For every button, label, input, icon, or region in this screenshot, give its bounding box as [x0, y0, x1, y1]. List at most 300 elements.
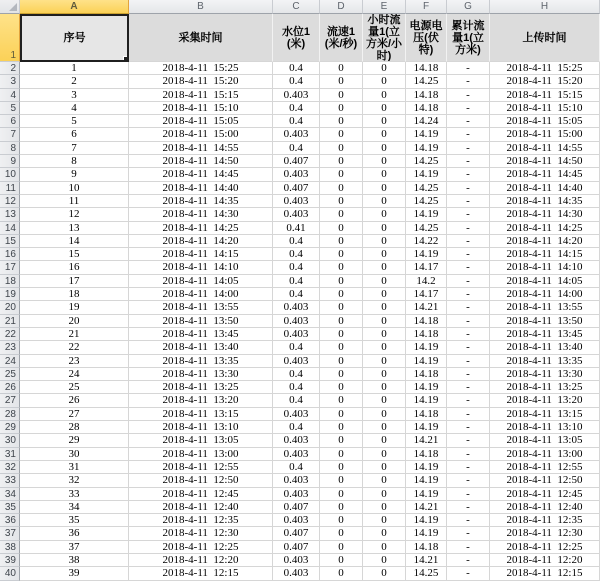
cell-B37[interactable]: 2018-4-11 12:30	[129, 527, 273, 540]
cell-H5[interactable]: 2018-4-11 15:10	[490, 102, 600, 115]
cell-E15[interactable]: 0	[363, 235, 406, 248]
cell-A27[interactable]: 26	[20, 394, 129, 407]
row-header-10[interactable]: 10	[0, 168, 20, 181]
cell-D14[interactable]: 0	[320, 222, 363, 235]
cell-C21[interactable]: 0.403	[273, 315, 320, 328]
cell-E26[interactable]: 0	[363, 381, 406, 394]
cell-F15[interactable]: 14.22	[406, 235, 447, 248]
cell-E20[interactable]: 0	[363, 301, 406, 314]
cell-A17[interactable]: 16	[20, 261, 129, 274]
cell-E16[interactable]: 0	[363, 248, 406, 261]
row-header-38[interactable]: 38	[0, 541, 20, 554]
cell-F38[interactable]: 14.18	[406, 541, 447, 554]
cell-E10[interactable]: 0	[363, 168, 406, 181]
cell-H15[interactable]: 2018-4-11 14:20	[490, 235, 600, 248]
cell-A34[interactable]: 33	[20, 488, 129, 501]
cell-F4[interactable]: 14.18	[406, 89, 447, 102]
cell-E4[interactable]: 0	[363, 89, 406, 102]
cell-G15[interactable]: -	[447, 235, 490, 248]
cell-C1[interactable]: 水位1(米)	[273, 14, 320, 62]
cell-G27[interactable]: -	[447, 394, 490, 407]
cell-E1[interactable]: 小时流量1(立方米/小时)	[363, 14, 406, 62]
row-header-17[interactable]: 17	[0, 261, 20, 274]
row-header-2[interactable]: 2	[0, 62, 20, 75]
cell-H11[interactable]: 2018-4-11 14:40	[490, 182, 600, 195]
cell-G23[interactable]: -	[447, 341, 490, 354]
cell-A39[interactable]: 38	[20, 554, 129, 567]
cell-G32[interactable]: -	[447, 461, 490, 474]
cell-H19[interactable]: 2018-4-11 14:00	[490, 288, 600, 301]
cell-C3[interactable]: 0.4	[273, 75, 320, 88]
cell-D6[interactable]: 0	[320, 115, 363, 128]
cell-B2[interactable]: 2018-4-11 15:25	[129, 62, 273, 75]
cell-A23[interactable]: 22	[20, 341, 129, 354]
row-header-12[interactable]: 12	[0, 195, 20, 208]
cell-G34[interactable]: -	[447, 488, 490, 501]
cell-E39[interactable]: 0	[363, 554, 406, 567]
cell-A24[interactable]: 23	[20, 355, 129, 368]
cell-H21[interactable]: 2018-4-11 13:50	[490, 315, 600, 328]
cell-H32[interactable]: 2018-4-11 12:55	[490, 461, 600, 474]
cell-G16[interactable]: -	[447, 248, 490, 261]
cell-G11[interactable]: -	[447, 182, 490, 195]
cell-B11[interactable]: 2018-4-11 14:40	[129, 182, 273, 195]
cell-F19[interactable]: 14.17	[406, 288, 447, 301]
row-header-24[interactable]: 24	[0, 355, 20, 368]
cell-D16[interactable]: 0	[320, 248, 363, 261]
cell-D30[interactable]: 0	[320, 434, 363, 447]
cell-A16[interactable]: 15	[20, 248, 129, 261]
row-header-37[interactable]: 37	[0, 527, 20, 540]
cell-D9[interactable]: 0	[320, 155, 363, 168]
cell-H27[interactable]: 2018-4-11 13:20	[490, 394, 600, 407]
cell-E14[interactable]: 0	[363, 222, 406, 235]
cell-A3[interactable]: 2	[20, 75, 129, 88]
cell-H20[interactable]: 2018-4-11 13:55	[490, 301, 600, 314]
cell-F2[interactable]: 14.18	[406, 62, 447, 75]
cell-C33[interactable]: 0.403	[273, 474, 320, 487]
cell-C10[interactable]: 0.403	[273, 168, 320, 181]
cell-G40[interactable]: -	[447, 567, 490, 580]
cell-H3[interactable]: 2018-4-11 15:20	[490, 75, 600, 88]
cell-B1[interactable]: 采集时间	[129, 14, 273, 62]
row-header-20[interactable]: 20	[0, 301, 20, 314]
cell-G39[interactable]: -	[447, 554, 490, 567]
cell-B18[interactable]: 2018-4-11 14:05	[129, 275, 273, 288]
cell-D36[interactable]: 0	[320, 514, 363, 527]
cell-B29[interactable]: 2018-4-11 13:10	[129, 421, 273, 434]
cell-E21[interactable]: 0	[363, 315, 406, 328]
cell-A28[interactable]: 27	[20, 408, 129, 421]
cell-H33[interactable]: 2018-4-11 12:50	[490, 474, 600, 487]
cell-A19[interactable]: 18	[20, 288, 129, 301]
cell-H35[interactable]: 2018-4-11 12:40	[490, 501, 600, 514]
cell-C8[interactable]: 0.4	[273, 142, 320, 155]
row-header-21[interactable]: 21	[0, 315, 20, 328]
cell-F12[interactable]: 14.25	[406, 195, 447, 208]
cell-H23[interactable]: 2018-4-11 13:40	[490, 341, 600, 354]
cell-F1[interactable]: 电源电压(伏特)	[406, 14, 447, 62]
cell-D29[interactable]: 0	[320, 421, 363, 434]
row-header-4[interactable]: 4	[0, 89, 20, 102]
column-header-F[interactable]: F	[406, 0, 447, 14]
column-header-C[interactable]: C	[273, 0, 320, 14]
cell-C6[interactable]: 0.4	[273, 115, 320, 128]
cell-H31[interactable]: 2018-4-11 13:00	[490, 448, 600, 461]
cell-A4[interactable]: 3	[20, 89, 129, 102]
cell-B31[interactable]: 2018-4-11 13:00	[129, 448, 273, 461]
cell-H25[interactable]: 2018-4-11 13:30	[490, 368, 600, 381]
cell-B21[interactable]: 2018-4-11 13:50	[129, 315, 273, 328]
cell-E5[interactable]: 0	[363, 102, 406, 115]
cell-D19[interactable]: 0	[320, 288, 363, 301]
cell-G13[interactable]: -	[447, 208, 490, 221]
row-header-19[interactable]: 19	[0, 288, 20, 301]
cell-B15[interactable]: 2018-4-11 14:20	[129, 235, 273, 248]
cell-D23[interactable]: 0	[320, 341, 363, 354]
cell-G8[interactable]: -	[447, 142, 490, 155]
cell-A7[interactable]: 6	[20, 128, 129, 141]
row-header-25[interactable]: 25	[0, 368, 20, 381]
cell-C27[interactable]: 0.4	[273, 394, 320, 407]
cell-D22[interactable]: 0	[320, 328, 363, 341]
cell-C4[interactable]: 0.403	[273, 89, 320, 102]
row-header-36[interactable]: 36	[0, 514, 20, 527]
cell-A14[interactable]: 13	[20, 222, 129, 235]
cell-B25[interactable]: 2018-4-11 13:30	[129, 368, 273, 381]
cell-B6[interactable]: 2018-4-11 15:05	[129, 115, 273, 128]
cell-C11[interactable]: 0.407	[273, 182, 320, 195]
cell-H39[interactable]: 2018-4-11 12:20	[490, 554, 600, 567]
cell-H37[interactable]: 2018-4-11 12:30	[490, 527, 600, 540]
cell-E25[interactable]: 0	[363, 368, 406, 381]
cell-H17[interactable]: 2018-4-11 14:10	[490, 261, 600, 274]
cell-E18[interactable]: 0	[363, 275, 406, 288]
cell-G6[interactable]: -	[447, 115, 490, 128]
cell-D37[interactable]: 0	[320, 527, 363, 540]
cell-C17[interactable]: 0.4	[273, 261, 320, 274]
cell-G21[interactable]: -	[447, 315, 490, 328]
cell-A20[interactable]: 19	[20, 301, 129, 314]
cell-A2[interactable]: 1	[20, 62, 129, 75]
cell-E17[interactable]: 0	[363, 261, 406, 274]
cell-F16[interactable]: 14.19	[406, 248, 447, 261]
cell-E32[interactable]: 0	[363, 461, 406, 474]
cell-C20[interactable]: 0.403	[273, 301, 320, 314]
cell-G14[interactable]: -	[447, 222, 490, 235]
cell-B35[interactable]: 2018-4-11 12:40	[129, 501, 273, 514]
cell-E9[interactable]: 0	[363, 155, 406, 168]
cell-C34[interactable]: 0.403	[273, 488, 320, 501]
cell-A12[interactable]: 11	[20, 195, 129, 208]
cell-C22[interactable]: 0.403	[273, 328, 320, 341]
cell-G5[interactable]: -	[447, 102, 490, 115]
cell-D5[interactable]: 0	[320, 102, 363, 115]
cell-F28[interactable]: 14.18	[406, 408, 447, 421]
cell-F33[interactable]: 14.19	[406, 474, 447, 487]
cell-A29[interactable]: 28	[20, 421, 129, 434]
cell-D3[interactable]: 0	[320, 75, 363, 88]
cell-B32[interactable]: 2018-4-11 12:55	[129, 461, 273, 474]
cell-E30[interactable]: 0	[363, 434, 406, 447]
cell-F26[interactable]: 14.19	[406, 381, 447, 394]
cell-C12[interactable]: 0.403	[273, 195, 320, 208]
cell-E40[interactable]: 0	[363, 567, 406, 580]
cell-H34[interactable]: 2018-4-11 12:45	[490, 488, 600, 501]
row-header-23[interactable]: 23	[0, 341, 20, 354]
cell-C31[interactable]: 0.403	[273, 448, 320, 461]
cell-D18[interactable]: 0	[320, 275, 363, 288]
cell-B39[interactable]: 2018-4-11 12:20	[129, 554, 273, 567]
cell-F37[interactable]: 14.19	[406, 527, 447, 540]
cell-E22[interactable]: 0	[363, 328, 406, 341]
cell-D28[interactable]: 0	[320, 408, 363, 421]
cell-B8[interactable]: 2018-4-11 14:55	[129, 142, 273, 155]
cell-G30[interactable]: -	[447, 434, 490, 447]
row-header-34[interactable]: 34	[0, 488, 20, 501]
cell-D27[interactable]: 0	[320, 394, 363, 407]
cell-F35[interactable]: 14.21	[406, 501, 447, 514]
cell-E34[interactable]: 0	[363, 488, 406, 501]
cell-G7[interactable]: -	[447, 128, 490, 141]
cell-B16[interactable]: 2018-4-11 14:15	[129, 248, 273, 261]
cell-C7[interactable]: 0.403	[273, 128, 320, 141]
cell-H18[interactable]: 2018-4-11 14:05	[490, 275, 600, 288]
cell-G33[interactable]: -	[447, 474, 490, 487]
row-header-39[interactable]: 39	[0, 554, 20, 567]
cell-E31[interactable]: 0	[363, 448, 406, 461]
cell-D17[interactable]: 0	[320, 261, 363, 274]
cell-G3[interactable]: -	[447, 75, 490, 88]
cell-E28[interactable]: 0	[363, 408, 406, 421]
cell-C28[interactable]: 0.403	[273, 408, 320, 421]
cell-B26[interactable]: 2018-4-11 13:25	[129, 381, 273, 394]
cell-G17[interactable]: -	[447, 261, 490, 274]
cell-F39[interactable]: 14.21	[406, 554, 447, 567]
cell-B24[interactable]: 2018-4-11 13:35	[129, 355, 273, 368]
cell-B5[interactable]: 2018-4-11 15:10	[129, 102, 273, 115]
cell-A32[interactable]: 31	[20, 461, 129, 474]
cell-F3[interactable]: 14.25	[406, 75, 447, 88]
cell-A6[interactable]: 5	[20, 115, 129, 128]
cell-H26[interactable]: 2018-4-11 13:25	[490, 381, 600, 394]
cell-F9[interactable]: 14.25	[406, 155, 447, 168]
cell-G36[interactable]: -	[447, 514, 490, 527]
cell-E19[interactable]: 0	[363, 288, 406, 301]
cell-H8[interactable]: 2018-4-11 14:55	[490, 142, 600, 155]
cell-G22[interactable]: -	[447, 328, 490, 341]
cell-A37[interactable]: 36	[20, 527, 129, 540]
cell-A8[interactable]: 7	[20, 142, 129, 155]
cell-G10[interactable]: -	[447, 168, 490, 181]
cell-E36[interactable]: 0	[363, 514, 406, 527]
cell-F25[interactable]: 14.18	[406, 368, 447, 381]
cell-D1[interactable]: 流速1(米/秒)	[320, 14, 363, 62]
cell-B30[interactable]: 2018-4-11 13:05	[129, 434, 273, 447]
row-header-26[interactable]: 26	[0, 381, 20, 394]
cell-B28[interactable]: 2018-4-11 13:15	[129, 408, 273, 421]
cell-B40[interactable]: 2018-4-11 12:15	[129, 567, 273, 580]
cell-B4[interactable]: 2018-4-11 15:15	[129, 89, 273, 102]
cell-A40[interactable]: 39	[20, 567, 129, 580]
cell-D8[interactable]: 0	[320, 142, 363, 155]
cell-A10[interactable]: 9	[20, 168, 129, 181]
cell-E12[interactable]: 0	[363, 195, 406, 208]
cell-D20[interactable]: 0	[320, 301, 363, 314]
cell-C35[interactable]: 0.407	[273, 501, 320, 514]
cell-F17[interactable]: 14.17	[406, 261, 447, 274]
cell-B20[interactable]: 2018-4-11 13:55	[129, 301, 273, 314]
cell-A25[interactable]: 24	[20, 368, 129, 381]
cell-C2[interactable]: 0.4	[273, 62, 320, 75]
cell-C29[interactable]: 0.4	[273, 421, 320, 434]
cell-G38[interactable]: -	[447, 541, 490, 554]
cell-D10[interactable]: 0	[320, 168, 363, 181]
column-header-D[interactable]: D	[320, 0, 363, 14]
cell-C19[interactable]: 0.4	[273, 288, 320, 301]
cell-H30[interactable]: 2018-4-11 13:05	[490, 434, 600, 447]
cell-C36[interactable]: 0.403	[273, 514, 320, 527]
cell-D34[interactable]: 0	[320, 488, 363, 501]
cell-A1[interactable]: 序号	[20, 14, 129, 62]
cell-F32[interactable]: 14.19	[406, 461, 447, 474]
row-header-7[interactable]: 7	[0, 128, 20, 141]
cell-H9[interactable]: 2018-4-11 14:50	[490, 155, 600, 168]
cell-D4[interactable]: 0	[320, 89, 363, 102]
column-header-A[interactable]: A	[20, 0, 129, 14]
row-header-30[interactable]: 30	[0, 434, 20, 447]
cell-A9[interactable]: 8	[20, 155, 129, 168]
cell-A5[interactable]: 4	[20, 102, 129, 115]
cell-B33[interactable]: 2018-4-11 12:50	[129, 474, 273, 487]
cell-C14[interactable]: 0.41	[273, 222, 320, 235]
cell-D26[interactable]: 0	[320, 381, 363, 394]
cell-A21[interactable]: 20	[20, 315, 129, 328]
cell-F10[interactable]: 14.19	[406, 168, 447, 181]
cell-G37[interactable]: -	[447, 527, 490, 540]
cell-C23[interactable]: 0.4	[273, 341, 320, 354]
cell-F29[interactable]: 14.19	[406, 421, 447, 434]
row-header-32[interactable]: 32	[0, 461, 20, 474]
cell-D32[interactable]: 0	[320, 461, 363, 474]
column-header-G[interactable]: G	[447, 0, 490, 14]
cell-C30[interactable]: 0.403	[273, 434, 320, 447]
cell-E8[interactable]: 0	[363, 142, 406, 155]
cell-B34[interactable]: 2018-4-11 12:45	[129, 488, 273, 501]
cell-A15[interactable]: 14	[20, 235, 129, 248]
cell-G2[interactable]: -	[447, 62, 490, 75]
cell-F24[interactable]: 14.19	[406, 355, 447, 368]
row-header-15[interactable]: 15	[0, 235, 20, 248]
cell-H7[interactable]: 2018-4-11 15:00	[490, 128, 600, 141]
cell-F18[interactable]: 14.2	[406, 275, 447, 288]
cell-B13[interactable]: 2018-4-11 14:30	[129, 208, 273, 221]
row-header-8[interactable]: 8	[0, 142, 20, 155]
cell-B38[interactable]: 2018-4-11 12:25	[129, 541, 273, 554]
cell-G24[interactable]: -	[447, 355, 490, 368]
cell-G25[interactable]: -	[447, 368, 490, 381]
cell-F31[interactable]: 14.18	[406, 448, 447, 461]
cell-B10[interactable]: 2018-4-11 14:45	[129, 168, 273, 181]
cell-C5[interactable]: 0.4	[273, 102, 320, 115]
cell-F5[interactable]: 14.18	[406, 102, 447, 115]
cell-E3[interactable]: 0	[363, 75, 406, 88]
cell-H13[interactable]: 2018-4-11 14:30	[490, 208, 600, 221]
row-header-27[interactable]: 27	[0, 394, 20, 407]
cell-H12[interactable]: 2018-4-11 14:35	[490, 195, 600, 208]
cell-C18[interactable]: 0.4	[273, 275, 320, 288]
cell-B3[interactable]: 2018-4-11 15:20	[129, 75, 273, 88]
cell-A31[interactable]: 30	[20, 448, 129, 461]
row-header-11[interactable]: 11	[0, 182, 20, 195]
cell-A30[interactable]: 29	[20, 434, 129, 447]
cell-H1[interactable]: 上传时间	[490, 14, 600, 62]
cell-F6[interactable]: 14.24	[406, 115, 447, 128]
row-header-16[interactable]: 16	[0, 248, 20, 261]
row-header-5[interactable]: 5	[0, 102, 20, 115]
cell-F20[interactable]: 14.21	[406, 301, 447, 314]
cell-D35[interactable]: 0	[320, 501, 363, 514]
cell-D7[interactable]: 0	[320, 128, 363, 141]
cell-B17[interactable]: 2018-4-11 14:10	[129, 261, 273, 274]
cell-G31[interactable]: -	[447, 448, 490, 461]
cell-A26[interactable]: 25	[20, 381, 129, 394]
row-header-1[interactable]: 1	[0, 14, 20, 62]
row-header-28[interactable]: 28	[0, 408, 20, 421]
column-header-B[interactable]: B	[129, 0, 273, 14]
cell-D24[interactable]: 0	[320, 355, 363, 368]
cell-D25[interactable]: 0	[320, 368, 363, 381]
cell-F27[interactable]: 14.19	[406, 394, 447, 407]
cell-C26[interactable]: 0.4	[273, 381, 320, 394]
cell-F14[interactable]: 14.25	[406, 222, 447, 235]
cell-F36[interactable]: 14.19	[406, 514, 447, 527]
cell-A13[interactable]: 12	[20, 208, 129, 221]
cell-D38[interactable]: 0	[320, 541, 363, 554]
cell-H4[interactable]: 2018-4-11 15:15	[490, 89, 600, 102]
cell-F34[interactable]: 14.19	[406, 488, 447, 501]
cell-C38[interactable]: 0.407	[273, 541, 320, 554]
cell-G26[interactable]: -	[447, 381, 490, 394]
cell-G18[interactable]: -	[447, 275, 490, 288]
cell-B14[interactable]: 2018-4-11 14:25	[129, 222, 273, 235]
cell-C9[interactable]: 0.407	[273, 155, 320, 168]
cell-A33[interactable]: 32	[20, 474, 129, 487]
cell-G35[interactable]: -	[447, 501, 490, 514]
cell-F13[interactable]: 14.19	[406, 208, 447, 221]
row-header-6[interactable]: 6	[0, 115, 20, 128]
row-header-33[interactable]: 33	[0, 474, 20, 487]
cell-H22[interactable]: 2018-4-11 13:45	[490, 328, 600, 341]
cell-A38[interactable]: 37	[20, 541, 129, 554]
cell-H2[interactable]: 2018-4-11 15:25	[490, 62, 600, 75]
cell-E11[interactable]: 0	[363, 182, 406, 195]
cell-F7[interactable]: 14.19	[406, 128, 447, 141]
row-header-35[interactable]: 35	[0, 501, 20, 514]
cell-D13[interactable]: 0	[320, 208, 363, 221]
cell-F8[interactable]: 14.19	[406, 142, 447, 155]
cell-H10[interactable]: 2018-4-11 14:45	[490, 168, 600, 181]
cell-E7[interactable]: 0	[363, 128, 406, 141]
row-header-22[interactable]: 22	[0, 328, 20, 341]
cell-H24[interactable]: 2018-4-11 13:35	[490, 355, 600, 368]
cell-F22[interactable]: 14.18	[406, 328, 447, 341]
cell-E13[interactable]: 0	[363, 208, 406, 221]
row-header-13[interactable]: 13	[0, 208, 20, 221]
cell-E38[interactable]: 0	[363, 541, 406, 554]
cell-H28[interactable]: 2018-4-11 13:15	[490, 408, 600, 421]
cell-H14[interactable]: 2018-4-11 14:25	[490, 222, 600, 235]
